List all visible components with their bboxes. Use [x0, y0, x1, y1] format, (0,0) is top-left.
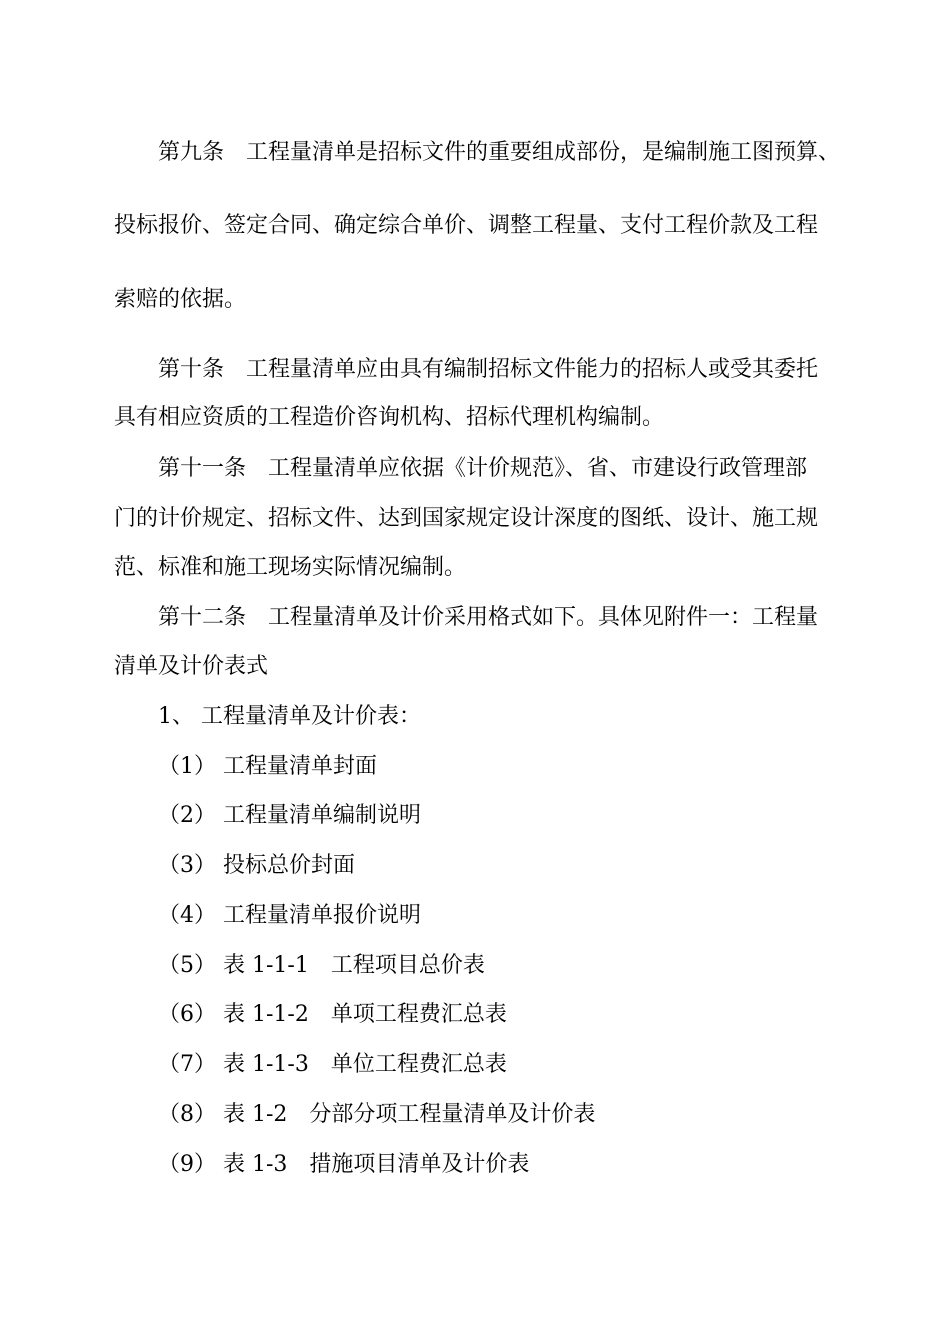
article-11-line-3: 范、标准和施工现场实际情况编制。 — [114, 555, 467, 580]
article-10-line-1: 第十条 工程量清单应由具有编制招标文件能力的招标人或受其委托 — [158, 357, 819, 382]
list-item: （1） 工程量清单封面 — [158, 754, 377, 779]
article-9-line-1: 第九条 工程量清单是招标文件的重要组成部份，是编制施工图预算、 — [158, 140, 841, 165]
article-12-line-2: 清单及计价表式 — [114, 654, 269, 679]
list-item: （6） 表 1-1-2 单项工程费汇总表 — [158, 1002, 507, 1027]
list-item: （3） 投标总价封面 — [158, 853, 355, 878]
list-item: （2） 工程量清单编制说明 — [158, 803, 421, 828]
list-heading: 1、 工程量清单及计价表： — [158, 704, 421, 729]
article-9-line-3: 索赔的依据。 — [114, 287, 247, 312]
list-item: （5） 表 1-1-1 工程项目总价表 — [158, 953, 485, 978]
article-11-line-2: 门的计价规定、招标文件、达到国家规定设计深度的图纸、设计、施工规 — [114, 506, 819, 531]
article-12-line-1: 第十二条 工程量清单及计价采用格式如下。具体见附件一：工程量 — [158, 605, 819, 630]
list-item: （4） 工程量清单报价说明 — [158, 903, 421, 928]
article-11-line-1: 第十一条 工程量清单应依据《计价规范》、省、市建设行政管理部 — [158, 456, 808, 481]
list-item: （9） 表 1-3 措施项目清单及计价表 — [158, 1152, 530, 1177]
article-10-line-2: 具有相应资质的工程造价咨询机构、招标代理机构编制。 — [114, 405, 665, 430]
list-item: （7） 表 1-1-3 单位工程费汇总表 — [158, 1052, 507, 1077]
article-9-line-2: 投标报价、签定合同、确定综合单价、调整工程量、支付工程价款及工程 — [114, 213, 819, 238]
list-item: （8） 表 1-2 分部分项工程量清单及计价表 — [158, 1102, 596, 1127]
